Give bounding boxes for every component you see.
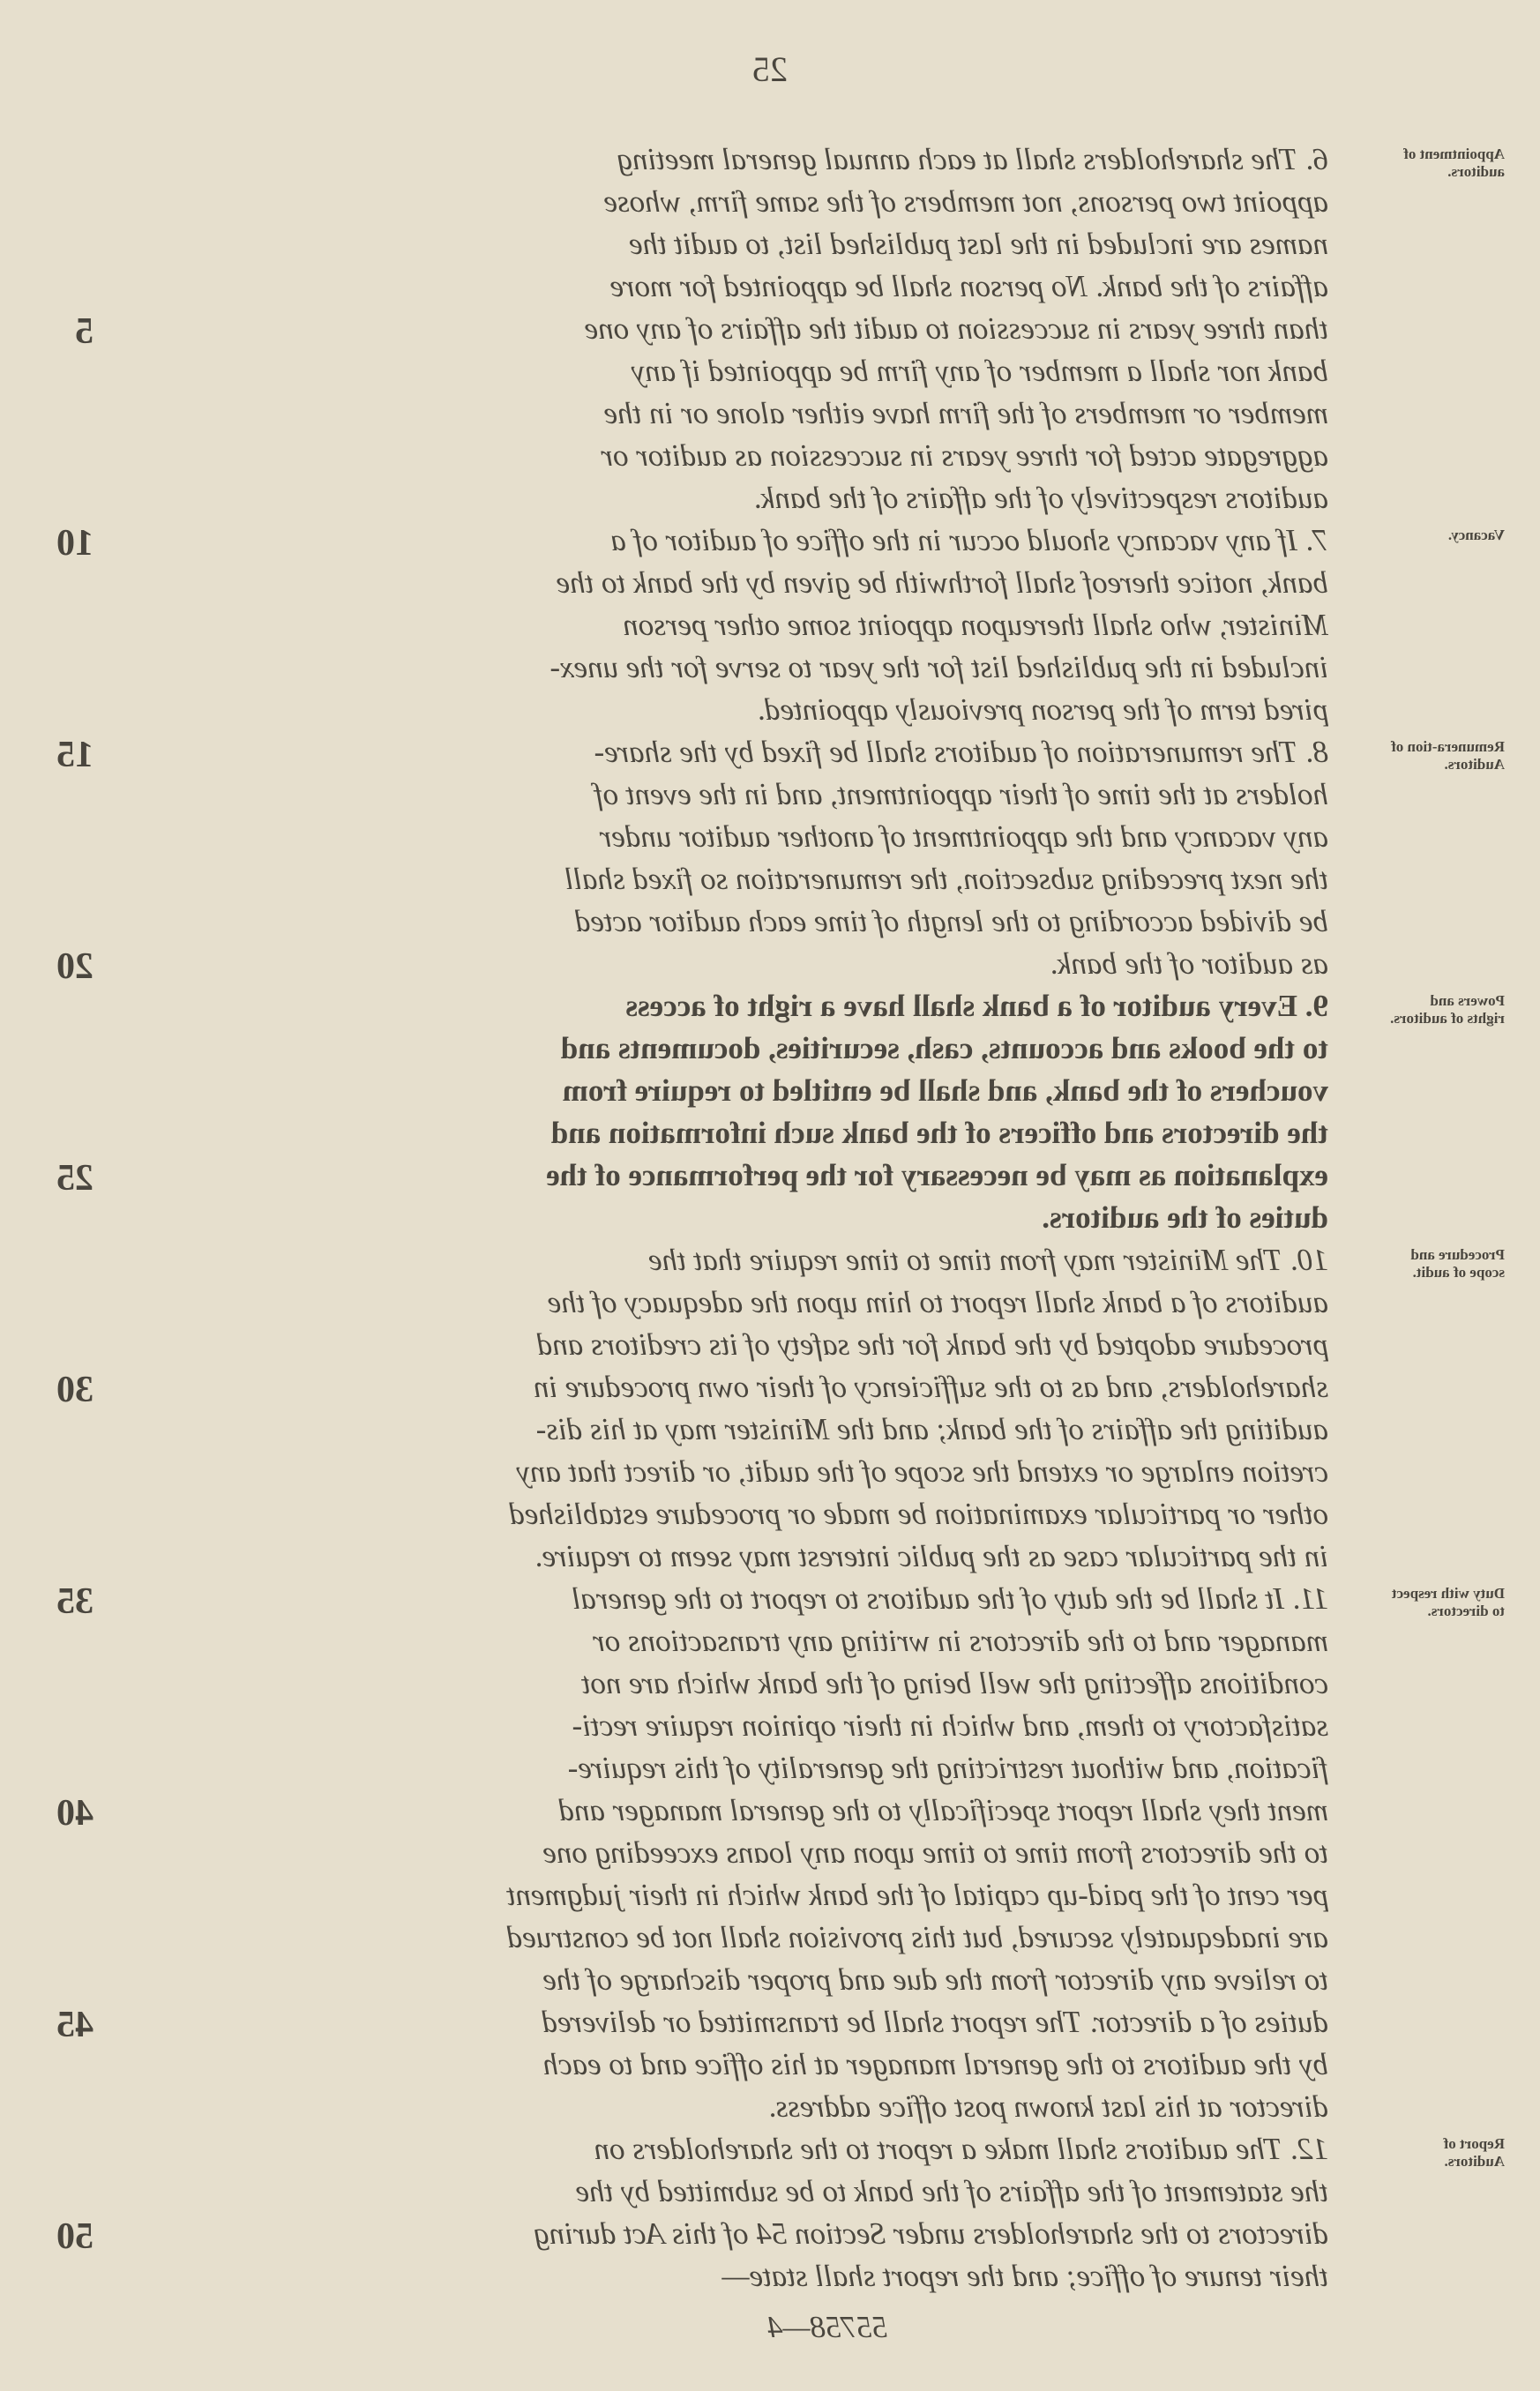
text-line: included in the published list for the year to serve for the unex- [549,650,1328,684]
text-line: in the particular case as the public interest may seem to require. [534,1539,1328,1573]
text-line: manager and to the directors in writing any transactions or [593,1624,1328,1658]
text-line: member or members of the firm have either alone or in the [603,396,1328,430]
text-line: other or particular examination be made or procedure established [509,1497,1328,1531]
text-line: 8. The remuneration of auditors shall be fixed by the share- [594,735,1328,769]
text-line: by the auditors to the general manager at his office and to each [542,2047,1328,2081]
text-line: duties of the auditors. [1042,1200,1328,1235]
line-number: 20 [56,946,93,987]
margin-note: Powers and rights of auditors. [1390,992,1505,1027]
line-number: 30 [56,1370,93,1410]
text-line: names are included in the last published list, to audit the [629,227,1328,261]
text-line: fication, and without restricting the generality of this require- [567,1751,1328,1785]
text-line: bank nor shall a member of any firm be appointed if any [631,354,1328,388]
line-number: 35 [56,1581,93,1622]
text-line: pired term of the person previously appointed. [757,692,1328,727]
text-line: auditors of a bank shall report to him upon the adequacy of the [547,1285,1328,1319]
text-line: satisfactory to them, and which in their opinion require recti- [572,1708,1328,1743]
text-line: vouchers of the bank, and shall be entitled to require from [562,1073,1328,1108]
margin-note: Appointment of auditors. [1403,146,1505,180]
text-line: be divided according to the length of time each auditor acted [574,904,1328,938]
text-line: per cent of the paid-up capital of the bank which in their judgment [506,1878,1328,1912]
margin-note: Remunera-tion of Auditors. [1391,738,1505,773]
margin-note: Duty with respect to directors. [1391,1585,1505,1619]
text-line: are inadequately secured, but this provision shall not be construed [506,1920,1328,1954]
text-line: shareholders, and as to the sufficiency of their own procedure in [533,1370,1328,1404]
text-line: than three years in succession to audit the affairs of any one [584,311,1328,346]
line-number: 10 [56,523,93,564]
text-line: appoint two persons, not members of the same firm, whose [603,184,1328,219]
line-number: 15 [56,735,93,775]
text-line: 9. Every auditor of a bank shall have a right of access [625,989,1328,1023]
page-number: 25 [752,49,788,89]
text-line: 11. It shall be the duty of the auditors to report to the general [572,1581,1328,1616]
text-line: their tenure of office; and the report shall state— [721,2259,1328,2293]
text-line: 7. If any vacancy should occur in the office of auditor of a [610,523,1328,557]
text-line: 12. The auditors shall make a report to the shareholders on [594,2132,1328,2166]
text-line: ment they shall report specifically to the general manager and [558,1793,1328,1827]
footer-code: 55758—4 [766,2310,887,2344]
text-line: explanation as may be necessary for the performance of the [546,1158,1328,1192]
text-line: auditors respectively of the affairs of the bank. [753,481,1328,515]
text-line: 10. The Minister may from time to time require that the [648,1243,1328,1277]
text-line: duties of a director. The report shall be transmitted or delivered [542,2005,1328,2039]
text-line: to relieve any director from the due and proper discharge of the [542,1962,1328,1997]
line-number: 40 [56,1793,93,1834]
line-number: 25 [56,1158,93,1199]
margin-note: Vacancy. [1447,527,1505,543]
text-line: the directors and officers of the bank such information and [550,1116,1328,1150]
text-line: cretion enlarge or extend the scope of the audit, or direct that any [516,1454,1328,1489]
text-line: any vacancy and the appointment of another auditor under [599,819,1328,854]
text-line: procedure adopted by the bank for the safety of its creditors and [536,1327,1328,1362]
margin-note: Report of Auditors. [1443,2135,1505,2170]
text-line: director at his last known post office address. [767,2089,1328,2124]
margin-note: Procedure and scope of audit. [1410,1246,1505,1281]
text-line: as auditor of the bank. [1050,946,1328,981]
text-line: to the directors from time to time upon any loans exceeding one [542,1835,1328,1870]
text-line: holders at the time of their appointment, and in the event of [594,777,1328,811]
text-line: affairs of the bank. No person shall be appointed for more [609,269,1328,303]
text-line: Minister, who shall thereupon appoint some other person [623,608,1328,642]
text-line: auditing the affairs of the bank; and the Minister may at his dis- [535,1412,1328,1446]
text-line: conditions affecting the well being of the bank which are not [581,1666,1328,1700]
text-line: 6. The shareholders shall at each annual general meeting [617,142,1328,176]
text-line: aggregate acted for three years in succession as auditor or [601,438,1328,473]
text-line: bank, notice thereof shall forthwith be given by the bank to the [556,565,1328,600]
line-number: 50 [56,2216,93,2257]
line-number: 5 [75,311,93,352]
text-line: directors to the shareholders under Section 54 of this Act during [534,2216,1328,2251]
line-number: 45 [56,2005,93,2045]
text-line: the statement of the affairs of the bank to be submitted by the [575,2174,1328,2208]
text-line: the next preceding subsection, the remuneration so fixed shall [564,862,1328,896]
text-line: to the books and accounts, cash, securities, documents and [560,1031,1328,1065]
